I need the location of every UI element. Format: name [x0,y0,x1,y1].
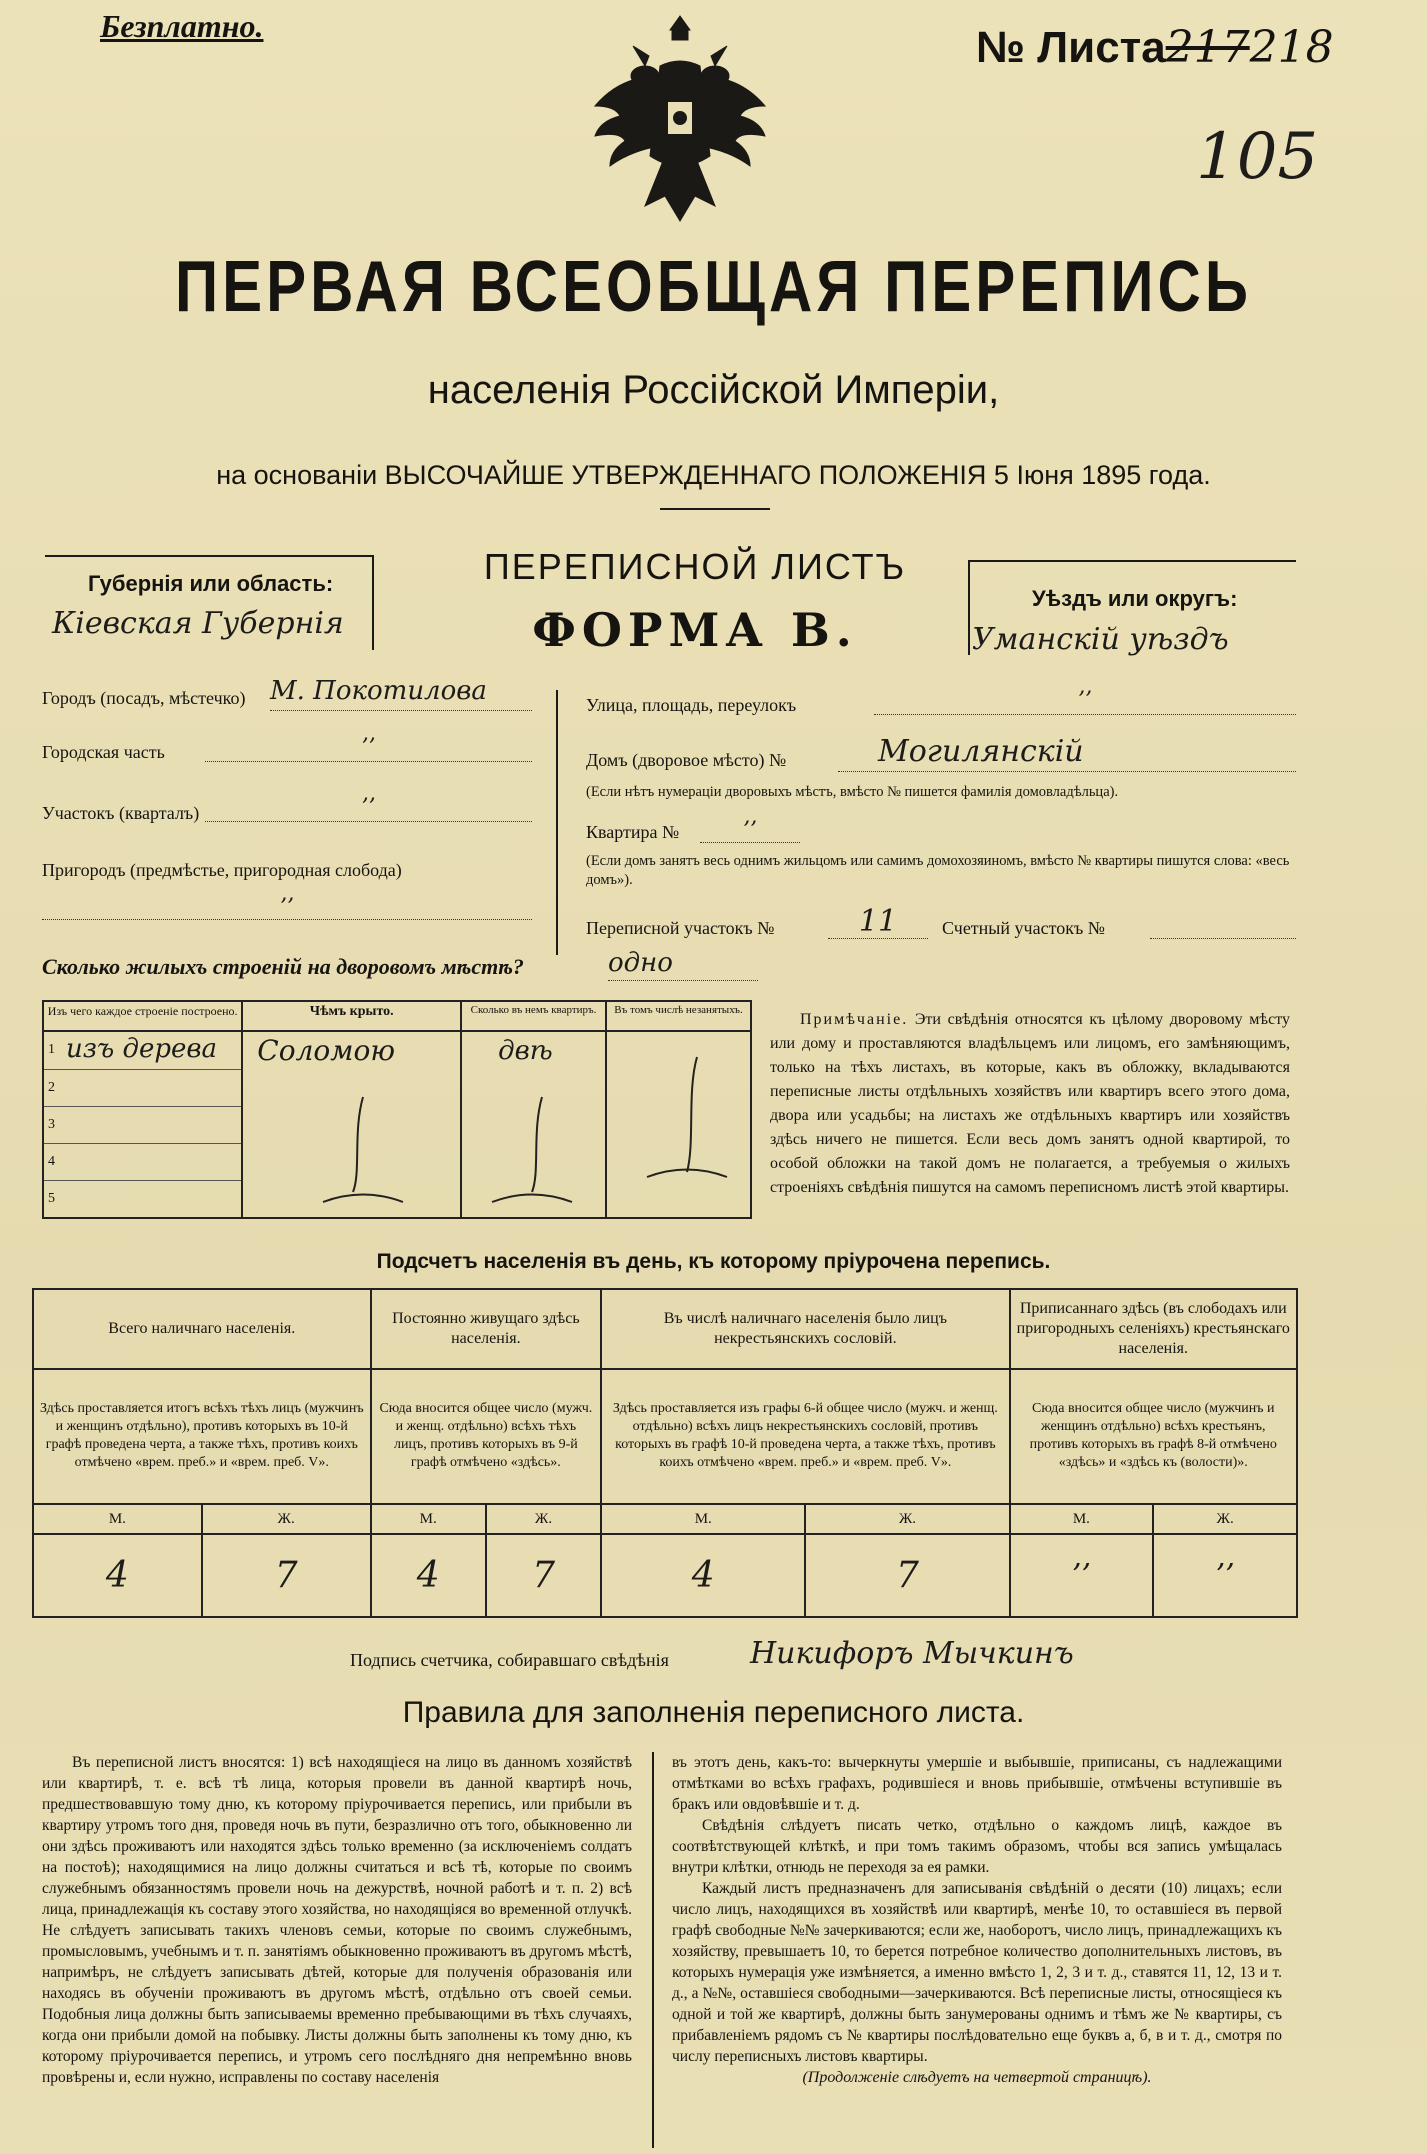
buildings-question: Сколько жилыхъ строеній на дворовомъ мѣстѣ? [42,954,524,979]
document-subtitle: населенія Россійской Имперіи, [427,368,1000,412]
count-present-female[interactable]: 7 [202,1534,371,1617]
count-present-male[interactable]: 4 [33,1534,202,1617]
male-label: М. [371,1504,486,1535]
signature-value[interactable]: Никифоръ Мычкинъ [750,1636,1074,1671]
flat-field[interactable]: ’’ [700,818,800,843]
sheet-number-hand: 218 [1249,22,1334,73]
city-field[interactable]: М. Покотилова [270,676,532,711]
buildings-header-roof: Чѣмъ крыто. [242,1001,461,1031]
street-label: Улица, площадь, переулокъ [586,695,797,715]
count-permanent-female[interactable]: 7 [486,1534,601,1617]
legal-basis: на основаніи ВЫСОЧАЙШЕ УТВЕРЖДЕННАГО ПОЛОЖЕНІЯ 5 Іюня 1895 года. [216,460,1211,490]
house-label: Домъ (дворовое мѣсто) № [586,750,787,770]
count-desc-present: Здѣсь проставляется итогъ всѣхъ тѣхъ лицъ (мужчинъ и женщинъ отдѣльно), противъ которыхъ въ 10-й графѣ проведена черта, а также тѣхъ, противъ коихъ отмѣчено «врем. преб.» и «врем. преб. V». [33,1369,371,1503]
hand-page-number: 105 [1196,120,1319,194]
count-non-peasant-male[interactable]: 4 [601,1534,805,1617]
male-label: М. [601,1504,805,1535]
male-label: М. [33,1504,202,1535]
suburb-field[interactable]: ’’ [42,895,532,920]
rules-right-column [672,1752,1282,2087]
count-district-field[interactable] [1150,912,1296,939]
sheet-number-label: № Листа [976,23,1166,72]
population-count-table [32,1288,1298,1618]
form-title: ПЕРЕПИСНОЙ ЛИСТЪ [483,546,907,587]
district-field[interactable]: 11 [828,904,928,939]
note-title: Примѣчаніе. [800,1011,909,1028]
count-head-non-peasant: Въ числѣ наличнаго населенія было лицъ некрестьянскихъ сословій. [601,1289,1009,1369]
district-label: Переписной участокъ № [586,918,775,938]
count-peasant-male[interactable]: ’’ [1010,1534,1154,1617]
count-head-permanent: Постоянно живущаго здѣсь населенія. [371,1289,602,1369]
female-label: Ж. [202,1504,371,1535]
gubernia-label: Губернія или область: [88,571,334,596]
uezd-value: Уманскій уѣздъ [972,622,1229,657]
quarter-label: Участокъ (кварталъ) [42,803,200,823]
count-title: Подсчетъ населенія въ день, къ которому пріурочена перепись. [376,1250,1051,1273]
double-headed-eagle-emblem [585,6,775,236]
count-desc-non-peasant: Здѣсь проставляется изъ графы 6-й общее число (мужч. и женщ. отдѣльно) всѣхъ лицъ некрестьянскихъ сословій, противъ которыхъ въ графѣ 10-й проведена черта, а также тѣхъ, противъ коихъ отмѣчено «врем. преб.» и «врем. преб. V». [601,1369,1009,1503]
count-head-present: Всего наличнаго населенія. [33,1289,371,1369]
title-divider [660,508,770,510]
buildings-table: Изъ чего каждое строеніе построено. Чѣмъ крыто. Сколько въ немъ квартиръ. Въ томъ числѣ незанятыхъ. 1 изъ дерева 2 3 4 5 Соломою двѣ [42,1000,752,1219]
flat-note: (Если домъ занятъ весь однимъ жильцомъ или самимъ домохозяиномъ, вмѣсто № квартиры пишутся слова: «весь домъ»). [586,853,1290,888]
rules-paragraph-2: Свѣдѣнія слѣдуетъ писать четко, отдѣльно о каждомъ лицѣ, каждое въ соотвѣтствующей клѣткѣ, и при томъ такимъ образомъ, чтобы вся запись умѣщалась внутри клѣтки, отнюдь не переходя за ея рамки. [672,1817,1282,1876]
signature-label: Подпись счетчика, собиравшаго свѣдѣнія [350,1650,669,1670]
female-label: Ж. [1153,1504,1297,1535]
building-roof[interactable]: Соломою [257,1034,395,1067]
gubernia-top-rule [45,555,373,557]
count-peasant-female[interactable]: ’’ [1153,1534,1297,1617]
house-note: (Если нѣтъ нумераціи дворовыхъ мѣстъ, вмѣсто № пишется фамилія домовладѣльца). [586,784,1119,800]
sheet-number [976,22,1334,73]
uezd-top-rule [968,560,1296,562]
rules-paragraph-1: въ этотъ день, какъ-то: вычеркнуты умершіе и выбывшіе, приписаны, съ надлежащими отмѣтками во всѣхъ графахъ, родившіеся и вновь прибывшіе, отмѣчены вступившіе въ бракъ или овдовѣвшіе и т. д. [672,1754,1282,1813]
quarter-field[interactable]: ’’ [205,795,532,822]
gubernia-right-rule [372,555,374,650]
buildings-header-flats: Сколько въ немъ квартиръ. [461,1001,606,1031]
uezd-left-rule [968,560,970,655]
form-code: ФОРМА В. [532,603,858,657]
male-label: М. [1010,1504,1154,1535]
rules-left-column: Въ переписной листъ вносятся: 1) всѣ находящіеся на лицо въ данномъ хозяйствѣ или квартирѣ, т. е. всѣ тѣ лица, которыя провели въ данной квартирѣ ночь, предшествовавшую тому дню, къ которому пріурочивается перепись, или прибыли въ квартиру утромъ того дня, проведя ночь въ пути, безразлично отъ того, обыкновенно ли они здѣсь проживаютъ или находятся здѣсь только временно (за исключеніемъ солдатъ на постоѣ); находящимися на лицо должны считаться и всѣ тѣ, которые по своимъ служебнымъ обязанностямъ провели ночь на дежурствѣ, ночной работѣ и т. п. 2) всѣ лица, принадлежащія къ составу этого хозяйства, но находящіяся во временной отлучкѣ. Не слѣдуетъ записывать такихъ членовъ семьи, которые по своимъ служебнымъ, промысловымъ, учебнымъ и т. п. занятіямъ обыкновенно проживаютъ въ другомъ мѣстѣ, напримѣръ, не слѣдуетъ записывать дѣтей, которые для полученія образованія или находясь въ обученіи проживаютъ въ другомъ мѣстѣ, отдѣльно отъ своей семьи. Подобныя лица должны быть записываемы временно пребывающими въ тѣхъ случаяхъ, когда они прибыли домой на побывку. Листы должны быть заполнены къ тому дню, къ которому пріурочивается перепись, и утромъ сего послѣдняго дня непремѣнно вновь провѣрены и, если нужно, исправлены по составу населенія [42,1754,632,2086]
count-district-label: Счетный участокъ № [942,918,1105,938]
buildings-header-empty: Въ томъ числѣ незанятыхъ. [606,1001,751,1031]
rules-title: Правила для заполненія переписного листа. [402,1696,1025,1729]
city-part-label: Городская часть [42,742,165,762]
city-label: Городъ (посадъ, мѣстечко) [42,688,246,708]
gubernia-value: Кіевская Губернія [52,606,344,641]
ditto-stroke [482,1092,592,1212]
note-text: Эти свѣдѣнія относятся къ цѣлому дворовому мѣсту или дому и проставляются владѣльцемъ или лицомъ, его замѣняющимъ, только на тѣхъ листахъ, въ которые, какъ въ обложку, вкладываются переписные листы отдѣльныхъ хозяйствъ или квартиръ всего этого дома, двора или усадьбы; на листахъ же отдѣльныхъ квартиръ или хозяйствъ здѣсь ничего не пишется. Если весь домъ занятъ одной квартирой, то особой обложки на такой домъ не полагается, а требуемыя о жилыхъ строеніяхъ свѣдѣнія пишутся на самомъ переписномъ листѣ этой квартиры. [770,1011,1291,1196]
street-field[interactable]: ’’ [874,688,1296,715]
suburb-label: Пригородъ (предмѣстье, пригородная слобода) [42,860,402,880]
city-part-field[interactable]: ’’ [205,735,532,762]
count-non-peasant-female[interactable]: 7 [805,1534,1009,1617]
buildings-answer[interactable]: одно [608,948,758,981]
document-title: ПЕРВАЯ ВСЕОБЩАЯ ПЕРЕПИСЬ [175,246,1252,327]
ditto-stroke [627,1052,737,1192]
building-flats[interactable]: двѣ [498,1036,553,1066]
flat-label: Квартира № [586,822,680,842]
ditto-stroke [303,1092,413,1212]
address-divider [556,690,558,955]
count-desc-peasant: Сюда вносится общее число (мужчинъ и женщинъ отдѣльно) всѣхъ крестьянъ, противъ которыхъ въ графѣ 8-й отмѣчено «здѣсь» и «здѣсь къ (волости)». [1010,1369,1297,1503]
count-permanent-male[interactable]: 4 [371,1534,486,1617]
rules-paragraph-3: Каждый листъ предназначенъ для записыванія свѣдѣній о десяти (10) лицахъ; если число лицъ, находящихся въ хозяйствѣ или квартирѣ, менѣе 10, то оставшіеся въ первой графѣ свободные №№ зачеркиваются; если же, наоборотъ, число лицъ, принадлежащихъ къ хозяйству, превышаетъ 10, то берется потребное количество дополнительныхъ листовъ, въ которыхъ нумерація уже измѣняется, а именно вмѣсто 1, 2, 3 и т. д., ставятся 11, 12, 13 и т. д., а №№, оставшіеся свободными—зачеркиваются. Всѣ переписные листы, относящіеся къ одной и той же квартирѣ, должны быть занумерованы однимъ и тѣмъ же № квартиры, съ прибавленіемъ рядомъ съ № квартиры послѣдовательно еще буквъ а, б, в и т. д., смотря по числу переписныхъ листовъ квартиры. [672,1880,1282,2065]
count-head-peasant: Приписаннаго здѣсь (въ слободахъ или пригородныхъ селеніяхъ) крестьянскаго населенія. [1010,1289,1297,1369]
free-label: Безплатно. [100,8,264,44]
house-field[interactable]: Могилянскій [838,734,1296,772]
building-material[interactable]: изъ дерева [66,1034,218,1064]
rules-column-divider [652,1752,654,2148]
female-label: Ж. [805,1504,1009,1535]
female-label: Ж. [486,1504,601,1535]
building-row: 1 изъ дерева [44,1032,241,1070]
count-desc-permanent: Сюда вносится общее число (мужч. и женщ. отдѣльно) всѣхъ тѣхъ лицъ, противъ которыхъ въ 9-й графѣ отмѣчено «здѣсь». [371,1369,602,1503]
uezd-label: Уѣздъ или округъ: [1032,586,1238,611]
note-block [770,1008,1290,1200]
sheet-number-struck: 217 [1165,22,1250,73]
rules-continued: (Продолженіе слѣдуетъ на четвертой страницѣ). [802,2069,1152,2086]
buildings-header-material: Изъ чего каждое строеніе построено. [43,1001,242,1031]
